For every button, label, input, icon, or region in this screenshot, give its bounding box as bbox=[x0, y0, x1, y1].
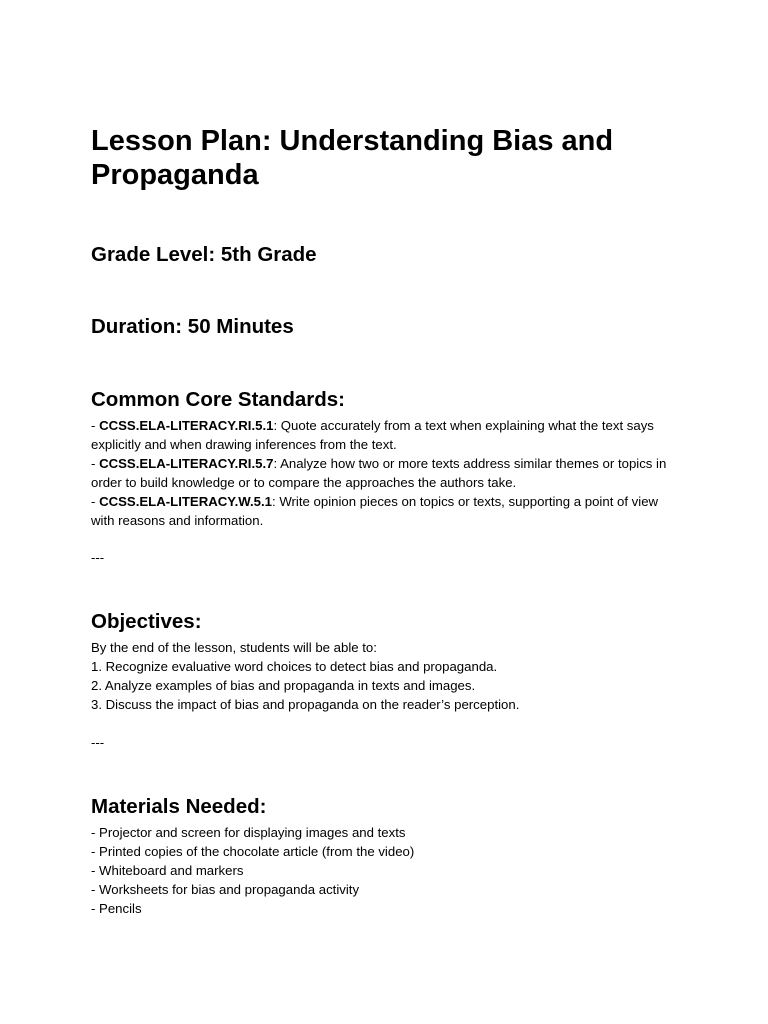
duration-heading: Duration: 50 Minutes bbox=[91, 315, 294, 338]
material-item: - Worksheets for bias and propaganda activity bbox=[91, 882, 360, 897]
standard-item: - CCSS.ELA-LITERACY.W.5.1: Write opinion pieces on topics or texts, supporting a point of view with reasons and information. bbox=[91, 494, 659, 528]
section-separator: --- bbox=[91, 735, 105, 750]
materials-list bbox=[91, 823, 681, 918]
objective-item: 3. Discuss the impact of bias and propaganda on the reader’s perception. bbox=[91, 697, 520, 712]
standard-item: - CCSS.ELA-LITERACY.RI.5.7: Analyze how two or more texts address similar themes or topics in order to build knowledge or to compare the approaches the authors take. bbox=[91, 456, 667, 490]
document-title: Lesson Plan: Understanding Bias and Propaganda bbox=[91, 125, 614, 191]
standard-description: : Analyze how two or more texts address similar themes or topics in order to build knowledge or to compare the approaches the authors take. bbox=[91, 456, 667, 490]
standard-item: - CCSS.ELA-LITERACY.RI.5.1: Quote accurately from a text when explaining what the text says explicitly and when drawing inferences from the text. bbox=[91, 418, 654, 452]
material-item: - Projector and screen for displaying images and texts bbox=[91, 825, 406, 840]
objectives-heading: Objectives: bbox=[91, 610, 202, 633]
objectives-list bbox=[91, 638, 681, 714]
standard-description: : Write opinion pieces on topics or texts, supporting a point of view with reasons and information. bbox=[91, 494, 659, 528]
standard-code: CCSS.ELA-LITERACY.W.5.1 bbox=[99, 494, 272, 509]
materials-heading: Materials Needed: bbox=[91, 795, 267, 818]
material-item: - Pencils bbox=[91, 901, 142, 916]
objective-item: 1. Recognize evaluative word choices to detect bias and propaganda. bbox=[91, 659, 498, 674]
standards-heading: Common Core Standards: bbox=[91, 388, 345, 411]
objectives-intro: By the end of the lesson, students will be able to: bbox=[91, 640, 377, 655]
standard-code: CCSS.ELA-LITERACY.RI.5.1 bbox=[99, 418, 274, 433]
standard-description: : Quote accurately from a text when explaining what the text says explicitly and when drawing inferences from the text. bbox=[91, 418, 654, 452]
objective-item: 2. Analyze examples of bias and propaganda in texts and images. bbox=[91, 678, 476, 693]
standard-code: CCSS.ELA-LITERACY.RI.5.7 bbox=[99, 456, 274, 471]
material-item: - Whiteboard and markers bbox=[91, 863, 244, 878]
section-separator: --- bbox=[91, 550, 105, 565]
standards-list bbox=[91, 416, 681, 530]
grade-level-heading: Grade Level: 5th Grade bbox=[91, 243, 317, 266]
material-item: - Printed copies of the chocolate article (from the video) bbox=[91, 844, 415, 859]
